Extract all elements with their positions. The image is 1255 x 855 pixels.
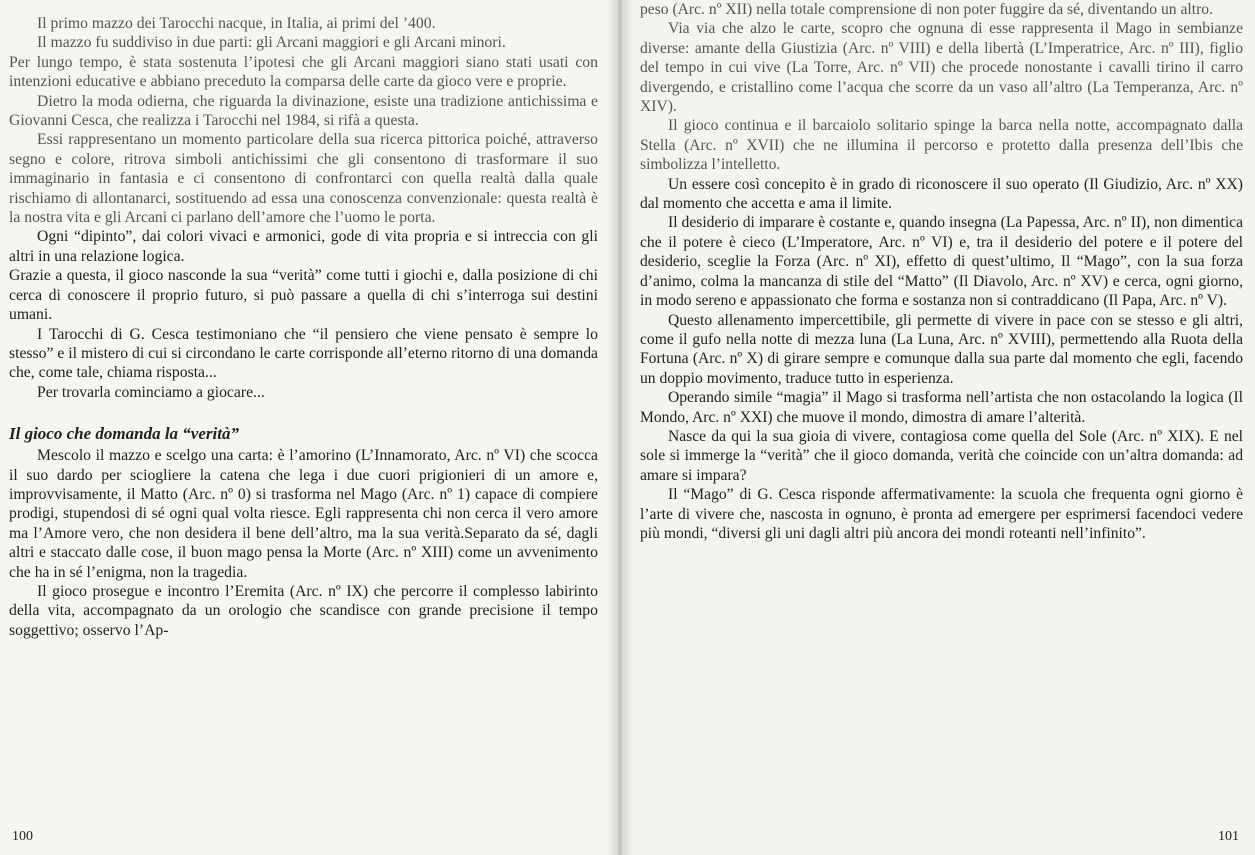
paragraph: Mescolo il mazzo e scelgo una carta: è l’amorino (L’Innamorato, Arc. nº VI) che scocca il suo dardo per sciogliere la catena che lega i due cuori prigionieri di un amore e, improvvisamente, il Matto (Arc. nº 0) si trasforma nel Mago (Arc. nº 1) capace di compiere prodigi, stupendosi di sé ogni qual volta riesce. Egli rappresenta chi non cerca il vero amore ma l’Amore vero, che non desidera il bene dell’altro, ma la sua verità.Separato da sé, dagli altri e staccato dalle cose, il buon mago pensa la Morte (Arc. nº XIII) come un avvenimento che ha in sé l’enigma, non la tragedia. <box>9 447 598 581</box>
paragraph: I Tarocchi di G. Cesca testimoniano che “il pensiero che viene pensato è sempre lo stesso” e il mistero di cui si circondano le carte corrisponde all’eterno ritorno di una domanda che, come tale, chiama risposta... <box>9 325 598 382</box>
page-number: 100 <box>12 829 33 844</box>
paragraph: Nasce da qui la sua gioia di vivere, contagiosa come quella del Sole (Arc. nº XIX). E nel sole si immerge la “verità” che il gioco domanda, verità che coincide con un’altra domanda: ad amare si impara? <box>640 427 1243 484</box>
paragraph: Per lungo tempo, è stata sostenuta l’ipotesi che gli Arcani maggiori siano stati usati con intenzioni educative e abbiano preceduto la comparsa delle carte da gioco vere e proprie. <box>9 53 598 91</box>
paragraph: Il primo mazzo dei Tarocchi nacque, in Italia, ai primi del ’400. <box>37 15 436 32</box>
paragraph: Essi rappresentano un momento particolare della sua ricerca pittorica poiché, attraverso segno e colore, ritrova simboli antichissimi che gli consentono di trasformare il suo immaginario in fantasia e ci consentono di confrontarci con quella realtà dalla quale rischiamo di allontanarci, sostituendo ad essa una conoscenza convenzionale: questa realtà è la nostra vita e gli Arcani ci parlano dell’amore che l’uomo le porta. <box>9 131 598 227</box>
right-page <box>618 0 1255 855</box>
paragraph: Operando simile “magia” il Mago si trasforma nell’artista che non ostacolando la logica (Il Mondo, Arc. nº XXI) che muove il mondo, dimostra di amare l’alterità. <box>640 389 1243 426</box>
paragraph: peso (Arc. nº XII) nella totale comprensione di non poter fuggire da sé, diventando un altro. <box>640 1 1213 18</box>
paragraph: Questo allenamento impercettibile, gli permette di vivere in pace con se stesso e gli altri, come il gufo nella notte di mezza luna (La Luna, Arc. nº XVIII), permettendo alla Ruota della Fortuna (Arc. nº X) di girare sempre e comunque dalla sua parte dal momento che egli, facendo un doppio movimento, traduce tutto in esperienza. <box>640 311 1243 387</box>
left-page <box>0 0 618 855</box>
paragraph: Dietro la moda odierna, che riguarda la divinazione, esiste una tradizione antichissima e Giovanni Cesca, che realizza i Tarocchi nel 1984, si rifà a questa. <box>9 92 598 130</box>
paragraph: Grazie a questa, il gioco nasconde la sua “verità” come tutti i giochi e, dalla posizione di chi cerca di conoscere il proprio futuro, si può passare a quella di chi s’interroga sui destini umani. <box>9 267 598 324</box>
paragraph: Il gioco prosegue e incontro l’Eremita (Arc. nº IX) che percorre il complesso labirinto della vita, accompagnato da un orologio che scandisce con grande precisione il tempo soggettivo; osservo l’Ap- <box>9 582 598 639</box>
section-heading: Il gioco che domanda la “verità” <box>9 424 239 444</box>
paragraph: Il gioco continua e il barcaiolo solitario spinge la barca nella notte, accompagnato dalla Stella (Arc. nº XVII) che ne illumina il percorso e protetto dalla presenza dell’Ibis che simbolizza l’intelletto. <box>640 117 1243 174</box>
paragraph: Ogni “dipinto”, dai colori vivaci e armonici, gode di vita propria e si intreccia con gli altri in una relazione logica. <box>9 228 598 265</box>
paragraph: Il mazzo fu suddiviso in due parti: gli Arcani maggiori e gli Arcani minori. <box>37 34 506 52</box>
paragraph: Il desiderio di imparare è costante e, quando insegna (La Papessa, Arc. nº II), non dimentica che il potere è cieco (L’Imperatore, Arc. nº VI) e, tra il desiderio del potere e il potere del desiderio, sceglie la Forza (Arc. nº XI), effetto di quest’ultimo, Il “Mago”, con la sua forza d’animo, colma la mancanza di stile del “Matto” (Il Diavolo, Arc. nº XV) e cerca, ogni giorno, in modo sereno e appassionato che forma e sostanza non si contraddicano (Il Papa, Arc. nº V). <box>640 214 1243 310</box>
paragraph: Il “Mago” di G. Cesca risponde affermativamente: la scuola che frequenta ogni giorno è l’arte di vivere che, nascosta in ognuno, è pronta ad emergere per esprimersi facendoci vedere più mondi, “diversi gli uni dagli altri più ancora dei mondi roteanti nell’infinito”. <box>640 486 1243 542</box>
paragraph: Un essere così concepito è in grado di riconoscere il suo operato (Il Giudizio, Arc. nº XX) dal momento che accetta e ama il limite. <box>640 175 1243 213</box>
page-number: 101 <box>1218 829 1239 844</box>
paragraph: Per trovarla cominciamo a giocare... <box>37 383 265 401</box>
paragraph: Via via che alzo le carte, scopro che ognuna di esse rappresenta il Mago in sembianze diverse: amante della Giustizia (Arc. nº VIII) e della libertà (L’Imperatrice, Arc. nº III), figlio del tempo in cui vive (La Torre, Arc. nº VII) che procede nonostante i cavalli tirino il carro divergendo, e cristallino come l’acqua che scorre da un vaso all’altro (La Temperanza, Arc. nº XIV). <box>640 20 1243 116</box>
